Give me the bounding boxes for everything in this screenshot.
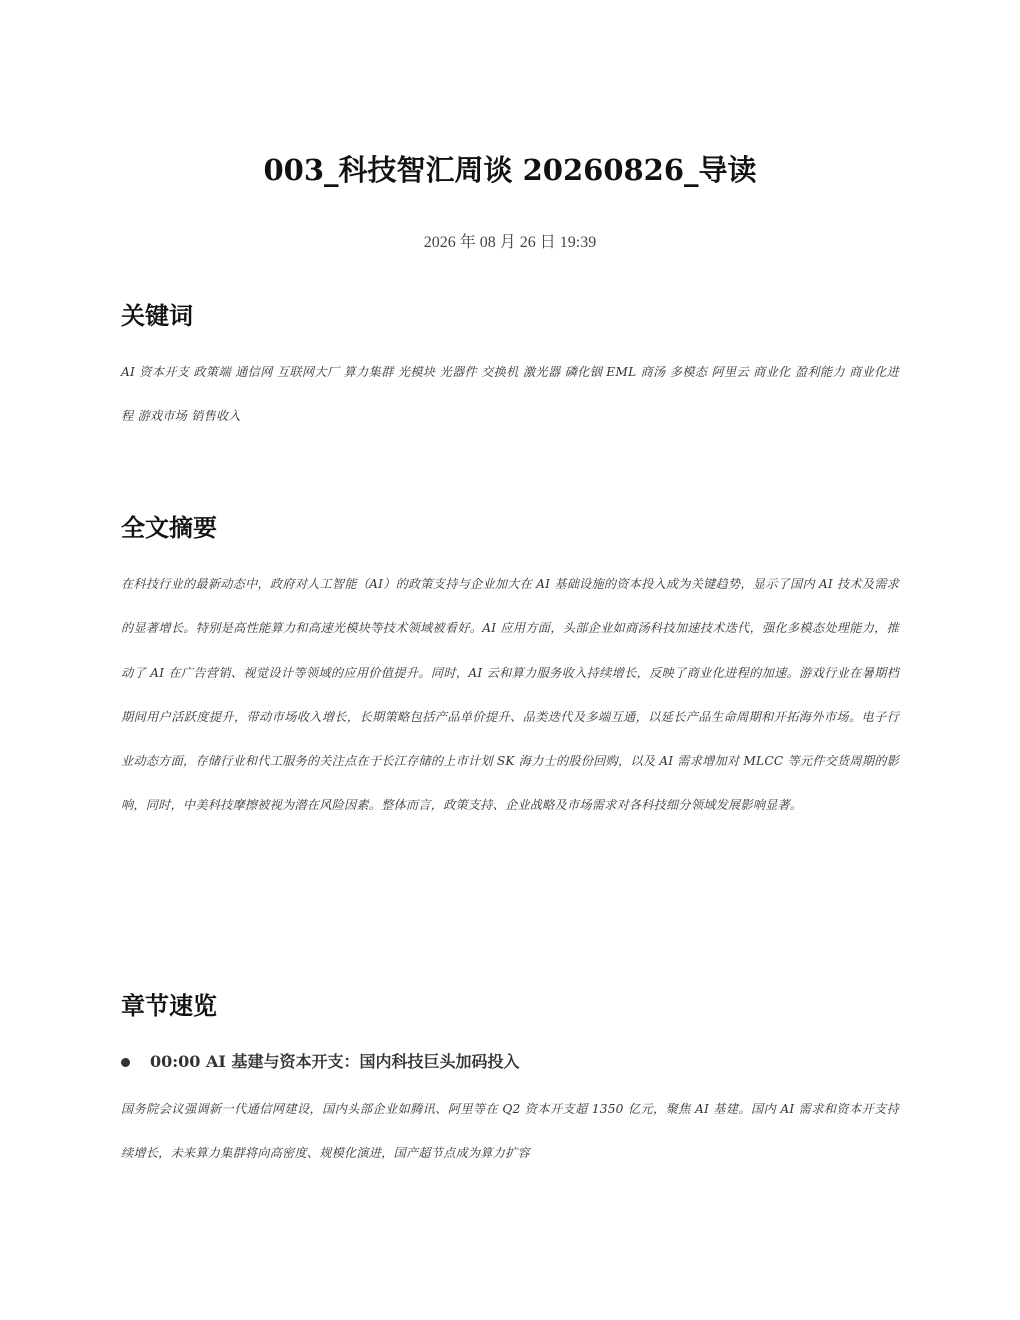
chapter-item (121, 1048, 519, 1076)
summary-text: 在科技行业的最新动态中，政府对人工智能（AI）的政策支持与企业加大在 AI 基础设施的资本投入成为关键趋势，显示了国内 AI 技术及需求的显著增长。特别是高性能算力和高速光模块等技术领域被看好。AI 应用方面，头部企业如商汤科技加速技术迭代，强化多模态处理能力，推动了 AI 在广告营销、视觉设计等领域的应用价值提升。同时，AI 云和算力服务收入持续增长，反映了商业化进程的加速。游戏行业在暑期档期间用户活跃度提升，带动市场收入增长，长期策略包括产品单价提升、品类迭代及多端互通，以延长产品生命周期和开拓海外市场。电子行业动态方面，存储行业和代工服务的关注点在于长江存储的上市计划 SK 海力士的股份回购，以及 AI 需求增加对 MLCC 等元件交货周期的影响，同时，中美科技摩擦被视为潜在风险因素。整体而言，政策支持、企业战略及市场需求对各科技细分领域发展影响显著。 (121, 577, 899, 813)
chapter-text: 国务院会议强调新一代通信网建设，国内头部企业如腾讯、阿里等在 Q2 资本开支超 1350 亿元，聚焦 AI 基建。国内 AI 需求和资本开支持续增长，未来算力集群将向高密度、规模化演进，国产超节点成为算力扩容 (121, 1102, 899, 1161)
summary-heading: 全文摘要 (121, 514, 217, 542)
keywords-text: AI 资本开支 政策端 通信网 互联网大厂 算力集群 光模块 光器件 交换机 激光器 磷化铟 EML 商汤 多模态 阿里云 商业化 盈利能力 商业化进程 游戏市场 销售收入 (121, 365, 899, 424)
bullet-icon (121, 1058, 130, 1067)
chapters-heading: 章节速览 (121, 992, 217, 1020)
document-date: 2026 年 08 月 26 日 19:39 (423, 234, 597, 251)
keywords-heading: 关键词 (121, 302, 193, 330)
chapter-title: 00:00 AI 基建与资本开支：国内科技巨头加码投入 (150, 1052, 520, 1071)
document-title: 003_科技智汇周谈 20260826_导读 (263, 153, 757, 187)
